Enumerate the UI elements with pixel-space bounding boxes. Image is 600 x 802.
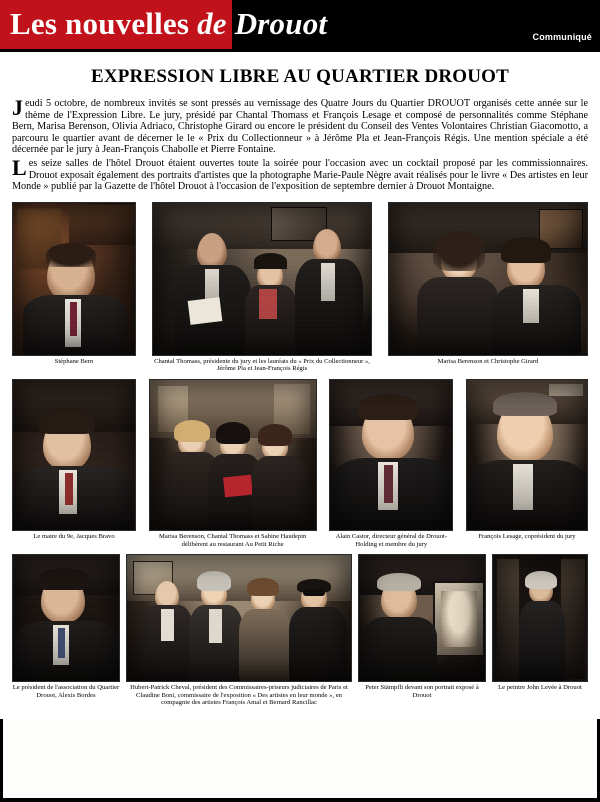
- photo-caption: François Lesage, coprésident du jury: [478, 532, 576, 540]
- photo-caption: Hubert-Patrick Cheval, président des Commissaires-priseurs judiciaires de Paris et Claudine Boni, commissaire de l'exposition « Des artistes en leur monde », en compagnie des artistes François Amal et Bernard Rancillac: [130, 684, 348, 707]
- article-content: [0, 52, 600, 719]
- photo-cell-peter-stampfli: [358, 554, 486, 699]
- page-title: EXPRESSION LIBRE AU QUARTIER DROUOT: [90, 66, 510, 87]
- communique-label: Communiqué: [532, 32, 592, 42]
- photo-berenson-thomass-haudepin: [149, 379, 317, 531]
- photo-stephane-bern: [12, 202, 136, 356]
- photo-cell-hubert-patrick-cheval: [126, 554, 352, 707]
- photo-cell-alexis-bordes: [12, 554, 120, 699]
- photo-grid: [12, 202, 588, 707]
- masthead: [0, 0, 600, 52]
- photo-francois-lesage: [466, 379, 588, 531]
- photo-caption: Marisa Berenson et Christophe Girard: [437, 357, 539, 365]
- photo-jacques-bravo: [12, 379, 136, 531]
- photo-caption: Peter Stämpfli devant son portrait exposé à Drouot: [365, 684, 479, 699]
- photo-cell-alain-castor: [329, 379, 453, 548]
- masthead-title-part2: de Drouot: [197, 6, 328, 41]
- bottom-border-rule: [0, 798, 600, 802]
- photo-cell-francois-lesage: [466, 379, 588, 541]
- photo-chantal-thomass-laureats: [152, 202, 372, 356]
- article-body: [12, 95, 588, 193]
- photo-john-levee: [492, 554, 588, 682]
- photo-row-3: [12, 554, 588, 707]
- photo-marisa-berenson-christophe-girard: [388, 202, 588, 356]
- article-paragraph-1: Jeudi 5 octobre, de nombreux invités se sont pressés au vernissage des Quatre Jours du Quartier DROUOT organisés cette année sur le thème de l'Expression Libre. Le jury, présidé par Chantal Thomass et François Lesage et composé de personnalités comme Stéphane Bern, Marisa Berenson, Olivia Adriaco, Christophe Girard ou encore le président du Conseil des Ventes Volontaires Christian Giacomotto, a parcouru le quartier avant de décerner le le « Prix du Collectionneur » à Jérôme Pla et Jean-François Régis. Une mention spéciale a été décernée par le jury à Jean-François Chabolle et Pierre Fontaine.: [12, 95, 588, 156]
- masthead-title: [10, 6, 327, 42]
- photo-cell-jacques-bravo: [12, 379, 136, 541]
- photo-cell-john-levee: [492, 554, 588, 692]
- photo-caption: Marisa Berenson, Chantal Thomass et Sabine Haudepin délibèrent au restaurant Au Petit Riche: [159, 532, 307, 548]
- photo-cell-berenson-thomass-haudepin: [149, 379, 317, 548]
- photo-caption: Le peintre John Levée à Drouot: [498, 684, 582, 692]
- photo-caption: Chantal Thomass, présidente du jury et les lauréats du « Prix du Collectionneur », Jérôme Pla et Jean-François Régis: [154, 357, 370, 373]
- photo-alain-castor: [329, 379, 453, 531]
- photo-caption: Le maire du 9e, Jacques Bravo: [33, 532, 115, 540]
- photo-caption: Stéphane Bern: [54, 357, 94, 365]
- photo-hubert-patrick-cheval: [126, 554, 352, 682]
- photo-caption: Alain Castor, directeur général de Drouot-Holding et membre du jury: [335, 532, 448, 548]
- photo-row-1: [12, 202, 588, 373]
- photo-peter-stampfli: [358, 554, 486, 682]
- photo-row-2: [12, 379, 588, 548]
- photo-cell-stephane-bern: [12, 202, 136, 366]
- article-paragraph-2: Les seize salles de l'hôtel Drouot étaient ouvertes toute la soirée pour l'occasion avec un cocktail proposé par les commissionnaires. Drouot exposait également des portraits d'artistes que la photographe Marie-Paule Nègre avait réalisés pour le livre « Des artistes en leur Monde » publié par la Gazette de l'hôtel Drouot à l'occasion de l'exposition de septembre dernier à Drouot Montaigne.: [12, 154, 588, 193]
- masthead-title-part1: Les nouvelles: [10, 6, 190, 41]
- photo-cell-marisa-berenson-christophe-girard: [388, 202, 588, 366]
- photo-caption: Le président de l'association du Quartier Drouot, Alexis Bordes: [12, 684, 120, 699]
- photo-alexis-bordes: [12, 554, 120, 682]
- photo-cell-chantal-thomass-laureats: [152, 202, 372, 373]
